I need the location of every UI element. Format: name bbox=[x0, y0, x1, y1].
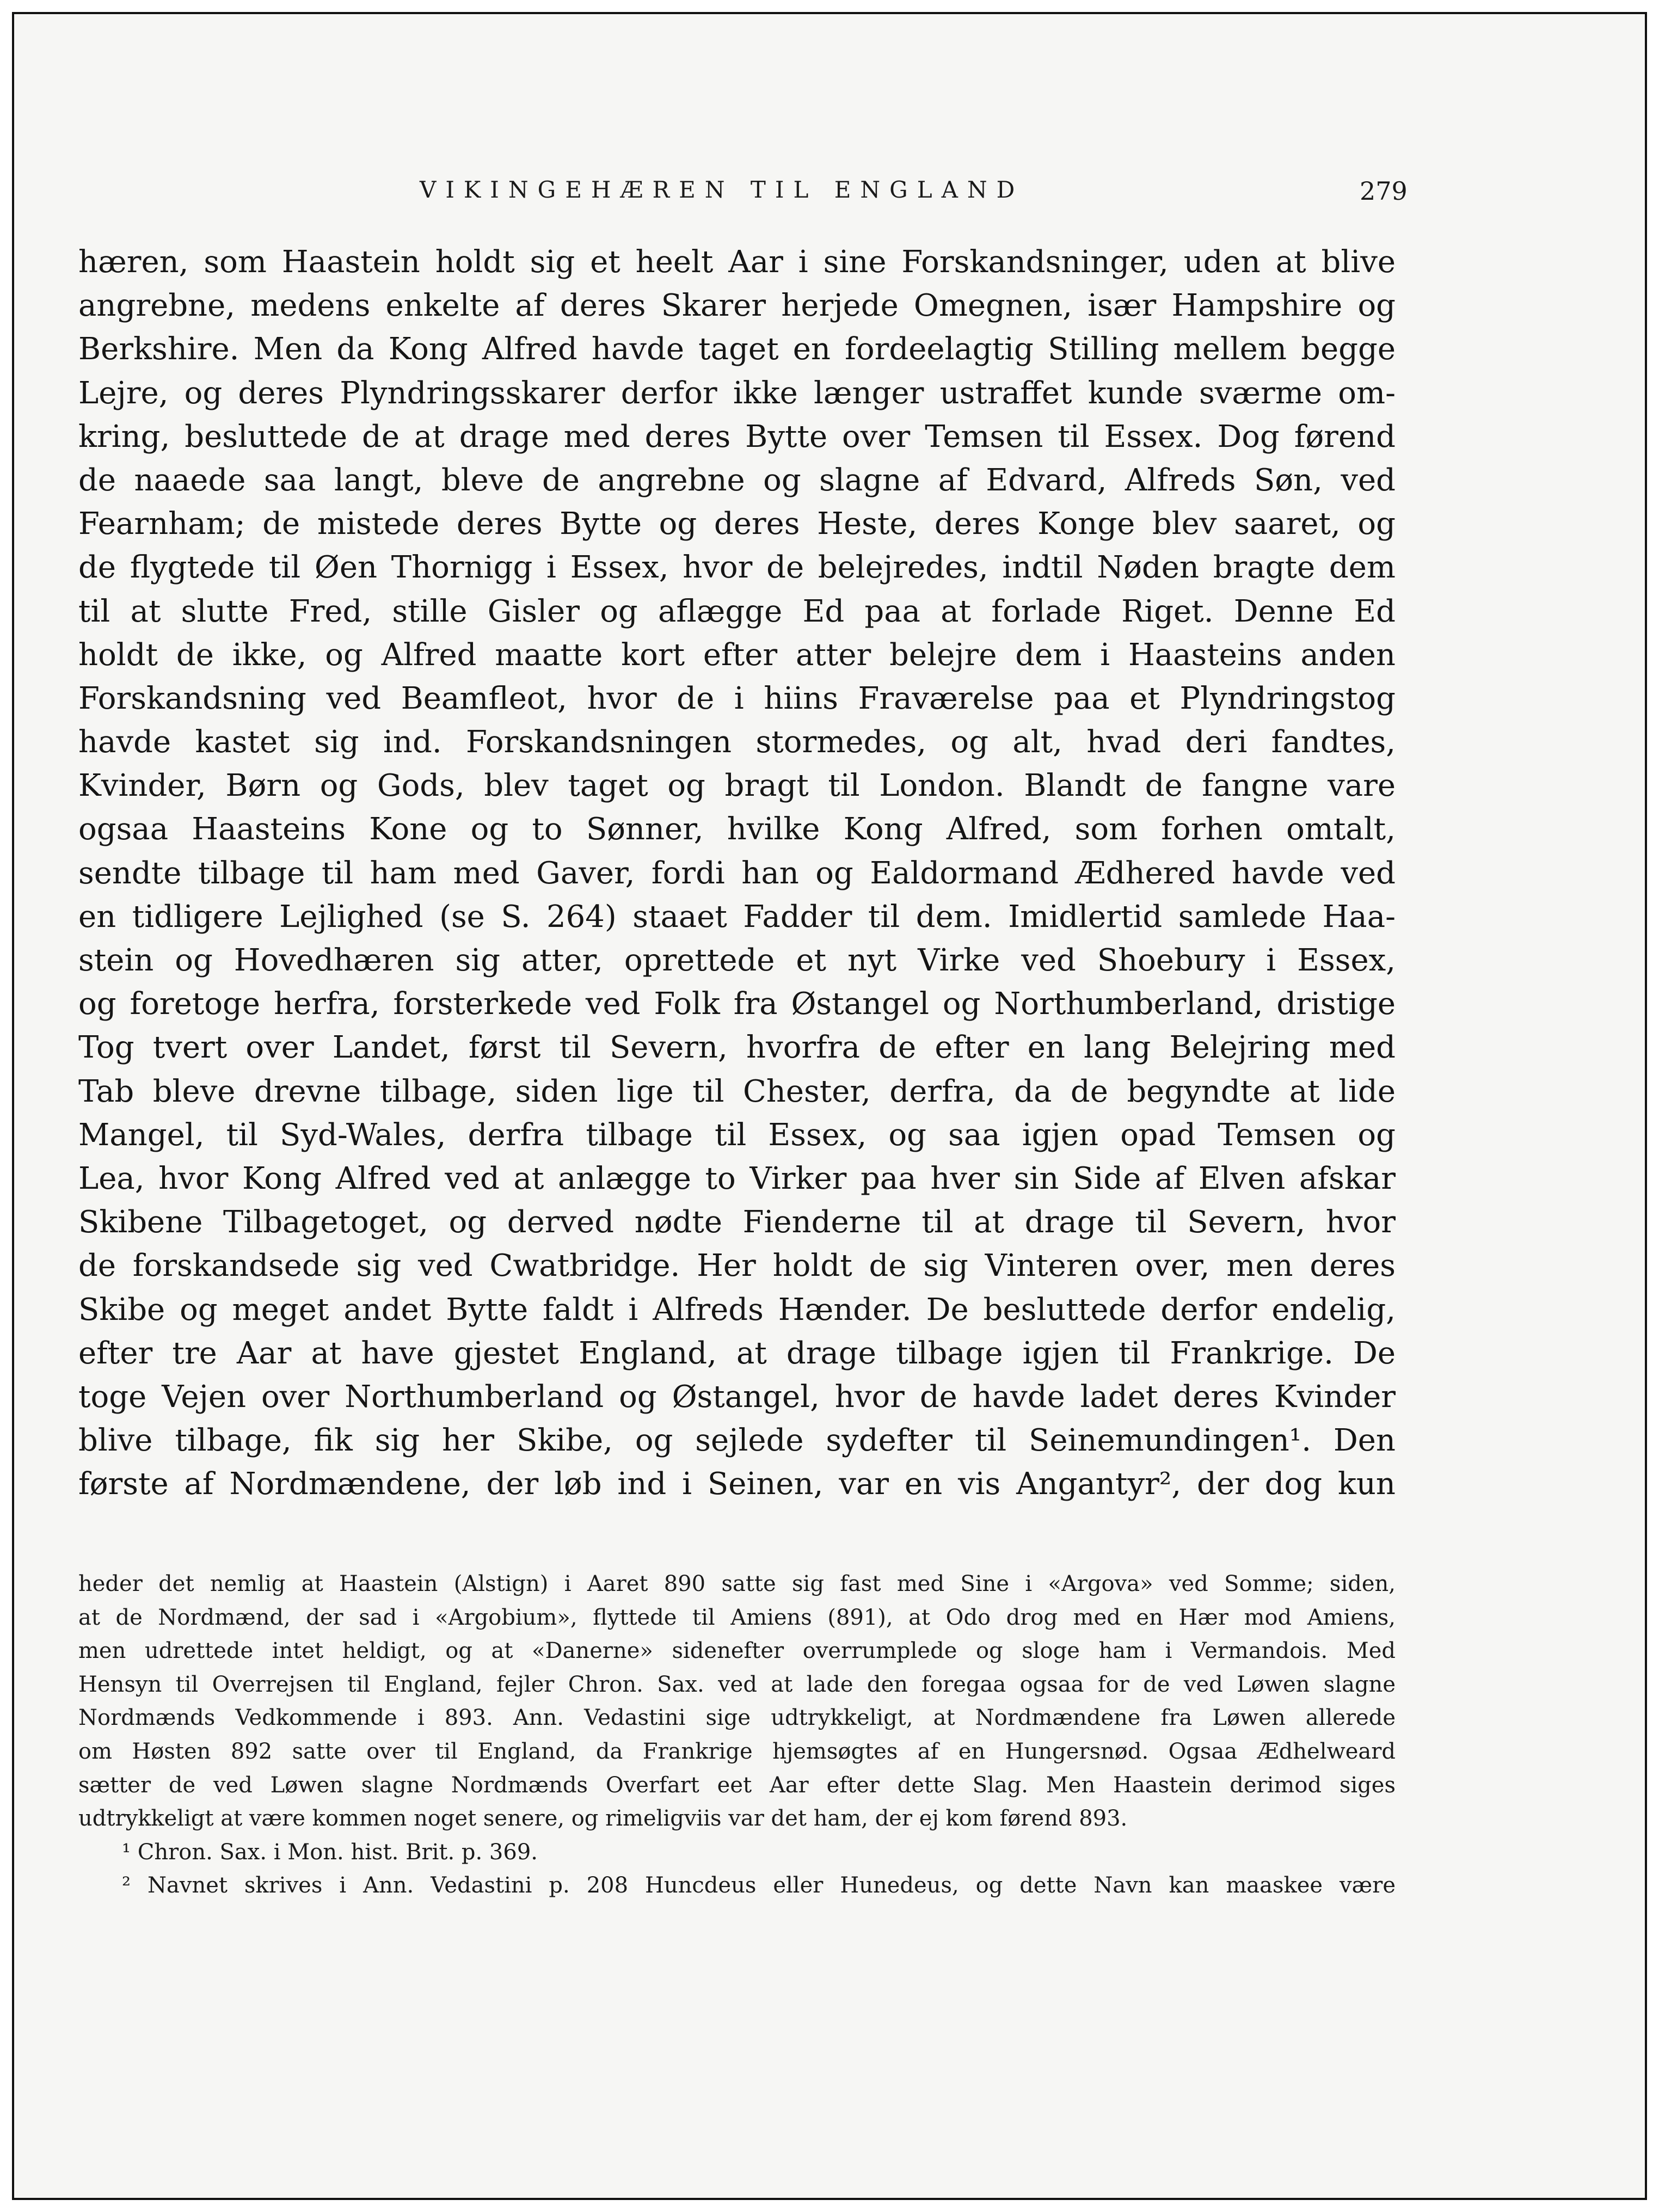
text-line: sendte tilbage til ham med Gaver, fordi han og Ealdormand Ædhered havde ved bbox=[78, 855, 1396, 891]
footnote-line: sætter de ved Løwen slagne Nordmænds Overfart eet Aar efter dette Slag. Men Haastein derimod siges bbox=[78, 1772, 1396, 1798]
text-line: en tidligere Lejlighed (se S. 264) staaet Fadder til dem. Imidlertid samlede Haa- bbox=[78, 899, 1396, 935]
text-line: og foretoge herfra, forsterkede ved Folk fra Østangel og Northumberland, dristige bbox=[78, 986, 1396, 1022]
main-text bbox=[78, 241, 1396, 1506]
text-line: Skibe og meget andet Bytte faldt i Alfreds Hænder. De besluttede derfor endelig, bbox=[78, 1292, 1396, 1328]
text-line: Fearnham; de mistede deres Bytte og deres Heste, deres Konge blev saaret, og bbox=[78, 506, 1396, 542]
text-line: Mangel, til Syd-Wales, derfra tilbage til Essex, og saa igjen opad Temsen og bbox=[78, 1117, 1396, 1153]
footnote-line: udtrykkeligt at være kommen noget senere, og rimeligviis var det ham, der ej kom førend 893. bbox=[78, 1806, 1128, 1832]
text-line: de forskandsede sig ved Cwatbridge. Her holdt de sig Vinteren over, men deres bbox=[78, 1248, 1396, 1284]
text-line: til at slutte Fred, stille Gisler og aflægge Ed paa at forlade Riget. Denne Ed bbox=[78, 593, 1396, 629]
footnote-line: om Høsten 892 satte over til England, da Frankrige hjemsøgtes af en Hungersnød. Ogsaa Ædhelweard bbox=[78, 1738, 1396, 1764]
text-line: angrebne, medens enkelte af deres Skarer herjede Omegnen, især Hampshire og bbox=[78, 288, 1396, 324]
text-line: Lea, hvor Kong Alfred ved at anlægge to Virker paa hver sin Side af Elven afskar bbox=[78, 1160, 1396, 1196]
text-line: første af Nordmændene, der løb ind i Seinen, var en vis Angantyr², der dog kun bbox=[78, 1466, 1396, 1502]
page-number: 279 bbox=[1360, 176, 1408, 206]
text-line: stein og Hovedhæren sig atter, oprettede et nyt Virke ved Shoebury i Essex, bbox=[78, 943, 1396, 978]
running-title: VIKINGEHÆREN TIL ENGLAND bbox=[420, 176, 1024, 203]
footnote-1: ¹ Chron. Sax. i Mon. hist. Brit. p. 369. bbox=[122, 1839, 538, 1865]
footnote-line: Nordmænds Vedkommende i 893. Ann. Vedastini sige udtrykkeligt, at Nordmændene fra Løwen allerede bbox=[78, 1705, 1396, 1731]
text-line: Tab bleve drevne tilbage, siden lige til Chester, derfra, da de begyndte at lide bbox=[78, 1073, 1396, 1109]
text-line: ogsaa Haasteins Kone og to Sønner, hvilke Kong Alfred, som forhen omtalt, bbox=[78, 812, 1396, 847]
text-line: de naaede saa langt, bleve de angrebne og slagne af Edvard, Alfreds Søn, ved bbox=[78, 462, 1396, 498]
text-line: Kvinder, Børn og Gods, blev taget og bragt til London. Blandt de fangne vare bbox=[78, 768, 1396, 804]
text-line: kring, besluttede de at drage med deres Bytte over Temsen til Essex. Dog førend bbox=[78, 419, 1396, 454]
text-line: blive tilbage, fik sig her Skibe, og sejlede sydefter til Seinemundingen¹. Den bbox=[78, 1423, 1396, 1459]
text-line: Tog tvert over Landet, først til Severn, hvorfra de efter en lang Belejring med bbox=[78, 1030, 1396, 1066]
text-line: hæren, som Haastein holdt sig et heelt Aar i sine Forskandsninger, uden at blive bbox=[78, 244, 1396, 280]
text-line: Berkshire. Men da Kong Alfred havde taget en fordeelagtig Stilling mellem begge bbox=[78, 331, 1396, 367]
footnotes bbox=[78, 1568, 1396, 1903]
text-line: Lejre, og deres Plyndringsskarer derfor ikke længer ustraffet kunde sværme om- bbox=[78, 375, 1396, 411]
text-line: havde kastet sig ind. Forskandsningen stormedes, og alt, hvad deri fandtes, bbox=[78, 724, 1396, 760]
text-line: de flygtede til Øen Thornigg i Essex, hvor de belejredes, indtil Nøden bragte dem bbox=[78, 550, 1396, 586]
footnote-line: at de Nordmænd, der sad i «Argobium», flyttede til Amiens (891), at Odo drog med en Hær mod Amiens, bbox=[78, 1605, 1396, 1630]
page-sheet bbox=[12, 12, 1647, 2200]
footnote-line: heder det nemlig at Haastein (Alstign) i Aaret 890 satte sig fast med Sine i «Argova» ved Somme; siden, bbox=[78, 1571, 1396, 1596]
text-line: holdt de ikke, og Alfred maatte kort efter atter belejre dem i Haasteins anden bbox=[78, 637, 1396, 673]
footnote-2: ² Navnet skrives i Ann. Vedastini p. 208 Huncdeus eller Hunedeus, og dette Navn kan maaskee være bbox=[122, 1873, 1396, 1898]
footnote-line: Hensyn til Overrejsen til England, fejler Chron. Sax. ved at lade den foregaa ogsaa for de ved Løwen slagne bbox=[78, 1672, 1396, 1697]
text-line: Skibene Tilbagetoget, og derved nødte Fienderne til at drage til Severn, hvor bbox=[78, 1205, 1396, 1240]
text-line: efter tre Aar at have gjestet England, at drage tilbage igjen til Frankrige. De bbox=[78, 1335, 1396, 1371]
text-line: Forskandsning ved Beamfleot, hvor de i hiins Fraværelse paa et Plyndringstog bbox=[78, 680, 1396, 716]
text-line: toge Vejen over Northumberland og Østangel, hvor de havde ladet deres Kvinder bbox=[78, 1379, 1396, 1415]
footnote-line: men udrettede intet heldigt, og at «Danerne» sidenefter overrumplede og sloge ham i Vermandois. Med bbox=[78, 1638, 1396, 1664]
